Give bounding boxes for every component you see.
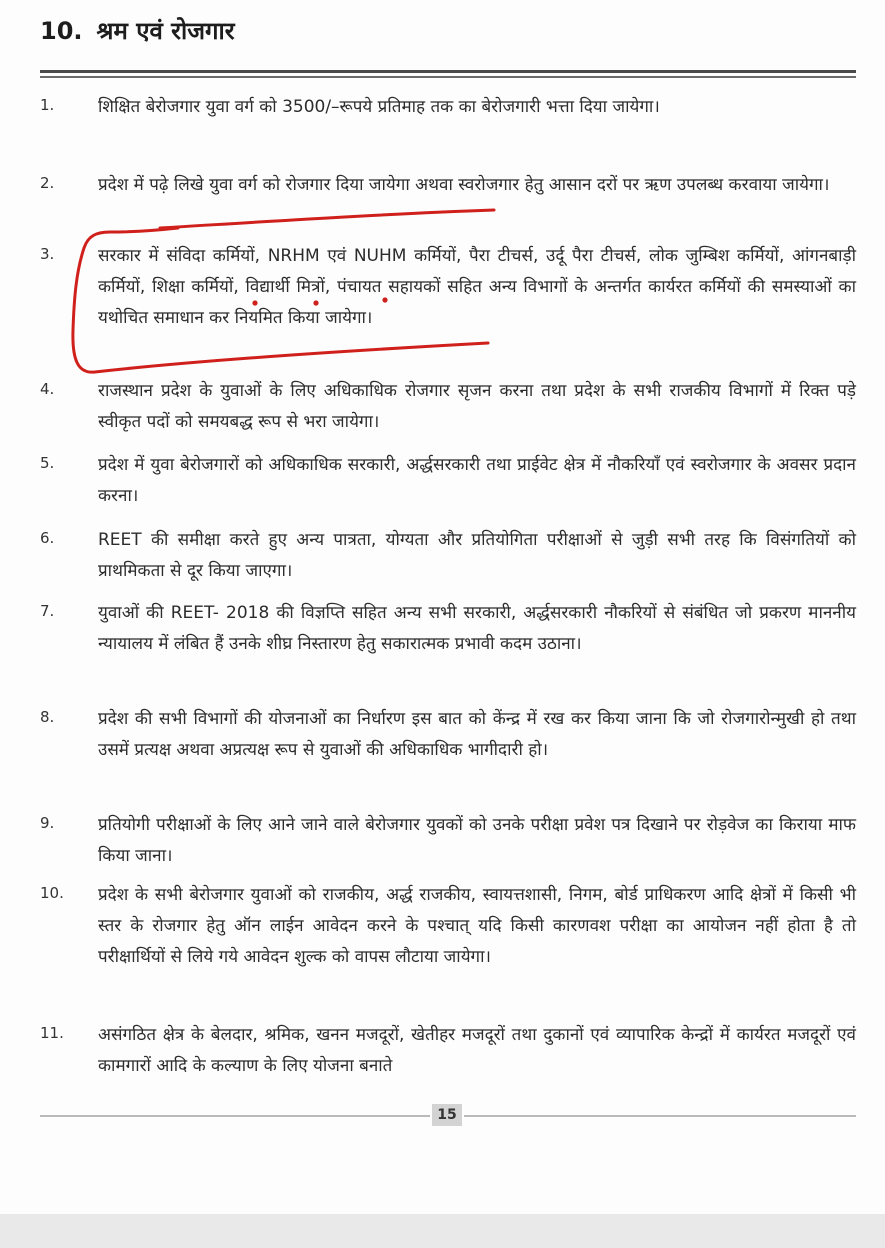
item-text: REET की समीक्षा करते हुए अन्य पात्रता, योग्यता और प्रतियोगिता परीक्षाओं से जुड़ी सभी तरह कि विसंगतियों को प्राथमिकता से दूर किया जाएगा। xyxy=(98,530,856,581)
list-item xyxy=(40,450,856,512)
page-number: 15 xyxy=(432,1104,462,1126)
heading-rule-thin xyxy=(40,76,856,78)
item-text: असंगठित क्षेत्र के बेलदार, श्रमिक, खनन मजदूरों, खेतीहर मजदूरों तथा दुकानों एवं व्यापारिक केन्द्रों में कार्यरत मजदूरों एवं कामगारों आदि के कल्याण के लिए योजना बनाते xyxy=(98,1025,856,1076)
footer-rule-left xyxy=(40,1115,430,1117)
item-text: प्रदेश के सभी बेरोजगार युवाओं को राजकीय, अर्द्ध राजकीय, स्वायत्तशासी, निगम, बोर्ड प्राधिकरण आदि क्षेत्रों में किसी भी स्तर के रोजगार हेतु ऑन लाईन आवेदन करने के पश्चात् यदि किसी कारणवश परीक्षा का आयोजन नहीं होता है तो परीक्षार्थियों से लिये गये आवेदन शुल्क को वापस लौटाया जायेगा। xyxy=(98,885,856,967)
item-number: 5. xyxy=(40,454,55,472)
underline-mark xyxy=(160,210,494,228)
item-text: प्रतियोगी परीक्षाओं के लिए आने जाने वाले बेरोजगार युवकों को उनके परीक्षा प्रवेश पत्र दिखाने पर रोड़वेज का किराया माफ किया जाना। xyxy=(98,815,856,866)
item-number: 6. xyxy=(40,529,55,547)
bottom-margin-band xyxy=(0,1214,885,1248)
item-number: 8. xyxy=(40,708,55,726)
footer-rule-right xyxy=(464,1115,856,1117)
item-text: शिक्षित बेरोजगार युवा वर्ग को 3500/–रूपये प्रतिमाह तक का बेरोजगारी भत्ता दिया जायेगा। xyxy=(98,97,660,117)
list-item xyxy=(40,241,856,334)
item-number: 2. xyxy=(40,174,55,192)
section-title: श्रम एवं रोजगार xyxy=(96,17,235,45)
list-item xyxy=(40,810,856,872)
item-text: सरकार में संविदा कर्मियों, NRHM एवं NUHM कर्मियों, पैरा टीचर्स, उर्दू पैरा टीचर्स, लोक जुम्बिश कर्मियों, आंगनबाड़ी कर्मियों, शिक्षा कर्मियों, विद्यार्थी मित्रों, पंचायत सहायकों सहित अन्य विभागों के अन्तर्गत कार्यरत कर्मियों की समस्याओं का यथोचित समाधान कर नियमित किया जायेगा। xyxy=(98,246,856,328)
item-number: 1. xyxy=(40,96,55,114)
list-item xyxy=(40,1020,856,1082)
list-item xyxy=(40,376,856,438)
item-text: प्रदेश की सभी विभागों की योजनाओं का निर्धारण इस बात को केंन्द्र में रख कर किया जाना कि जो रोजगारोन्मुखी हो तथा उसमें प्रत्यक्ष अथवा अप्रत्यक्ष रूप से युवाओं की अधिकाधिक भागीदारी हो। xyxy=(98,709,856,760)
heading-rule-thick xyxy=(40,70,856,73)
list-item xyxy=(40,880,856,973)
list-item xyxy=(40,525,856,587)
item-text: राजस्थान प्रदेश के युवाओं के लिए अधिकाधिक रोजगार सृजन करना तथा प्रदेश के सभी राजकीय विभागों में रिक्त पड़े स्वीकृत पदों को समयबद्ध रूप से भरा जायेगा। xyxy=(98,381,856,432)
item-text: प्रदेश में युवा बेरोजगारों को अधिकाधिक सरकारी, अर्द्धसरकारी तथा प्राईवेट क्षेत्र में नौकरियाँ एवं स्वरोजगार के अवसर प्रदान करना। xyxy=(98,455,856,506)
item-number: 7. xyxy=(40,602,55,620)
list-item xyxy=(40,598,856,660)
section-number: 10. xyxy=(40,17,83,45)
list-item xyxy=(40,170,856,201)
item-text: प्रदेश में पढ़े लिखे युवा वर्ग को रोजगार दिया जायेगा अथवा स्वरोजगार हेतु आसान दरों पर ऋण उपलब्ध करवाया जायेगा। xyxy=(98,175,830,195)
list-item xyxy=(40,92,856,123)
item-text: युवाओं की REET- 2018 की विज्ञप्ति सहित अन्य सभी सरकारी, अर्द्धसरकारी नौकरियों से संबंधित जो प्रकरण माननीय न्यायालय में लंबित हैं उनके शीघ्र निस्तारण हेतु सकारात्मक प्रभावी कदम उठाना। xyxy=(98,603,856,654)
item-number: 11. xyxy=(40,1024,64,1042)
item-number: 4. xyxy=(40,380,55,398)
section-heading xyxy=(40,14,235,47)
list-item xyxy=(40,704,856,766)
item-number: 9. xyxy=(40,814,55,832)
item-number: 3. xyxy=(40,245,55,263)
item-number: 10. xyxy=(40,884,64,902)
